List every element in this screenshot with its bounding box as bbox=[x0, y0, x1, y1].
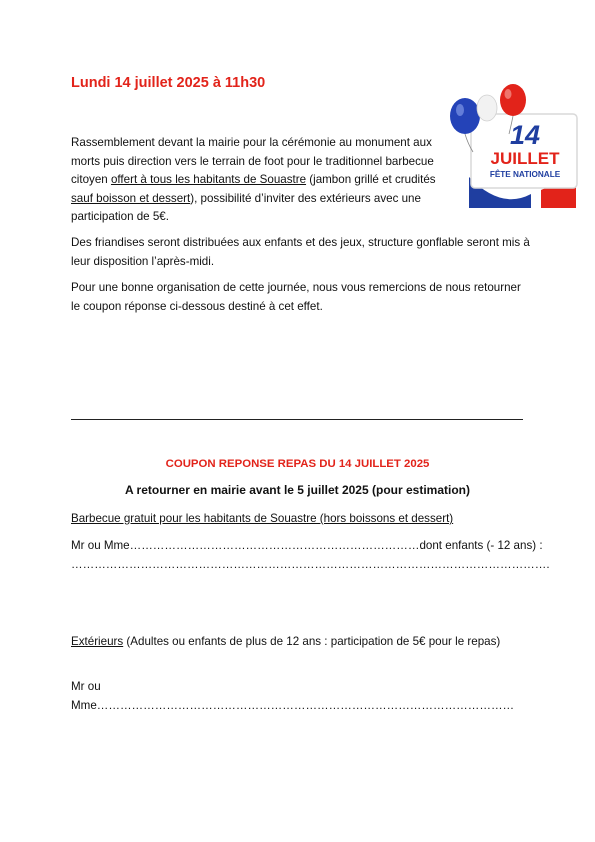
logo-subtitle: FÊTE NATIONALE bbox=[489, 170, 561, 179]
coupon-title: COUPON REPONSE REPAS DU 14 JUILLET 2025 bbox=[165, 458, 430, 470]
return-notice: A retourner en mairie avant le 5 juillet 2025 (pour estimation) bbox=[125, 483, 470, 497]
logo-word: JUILLET bbox=[490, 149, 560, 168]
intro-text: Rassemblement devant la mairie pour la cérémonie au monument aux morts puis direction vers le terrain de foot pour le traditionnel barbecue citoyen bbox=[71, 136, 434, 186]
blue-balloon-icon bbox=[450, 98, 480, 134]
external-name-field[interactable]: Mme……………………………………………………………………………………………… bbox=[71, 699, 515, 712]
intro-text: ), possibilité d’inviter des extérieurs avec une participation de 5€. bbox=[71, 191, 421, 223]
bbq-heading: Barbecue gratuit pour les habitants de Souastre (hors boissons et dessert) bbox=[71, 512, 454, 525]
intro-paragraph-1 bbox=[71, 134, 441, 227]
white-balloon-icon bbox=[477, 95, 497, 121]
intro-underlined-offer: offert à tous les habitants de Souastre bbox=[110, 173, 307, 186]
external-name-label: Mr ou bbox=[71, 680, 101, 693]
event-date-title: Lundi 14 juillet 2025 à 11h30 bbox=[71, 75, 266, 91]
intro-paragraph-2: Des friandises seront distribuées aux enfants et des jeux, structure gonflable seront mis à leur disposition l’après-midi. bbox=[71, 236, 530, 268]
intro-text: (jambon grillé et crudités bbox=[306, 173, 436, 186]
external-heading bbox=[71, 633, 521, 652]
external-details: (Adultes ou enfants de plus de 12 ans : participation de 5€ pour le repas) bbox=[123, 635, 501, 648]
intro-paragraph-3: Pour une bonne organisation de cette journée, nous vous remercions de nous retourner le coupon réponse ci-dessous destiné à cet effet. bbox=[71, 281, 521, 313]
cut-line-divider bbox=[71, 419, 523, 420]
resident-name-field[interactable]: Mr ou Mme…………………………………………………………………dont enfants (- 12 ans) : bbox=[71, 539, 543, 552]
fete-nationale-logo bbox=[441, 82, 579, 208]
resident-children-field[interactable]: ……………………………………………………………………………………………………………. bbox=[71, 558, 550, 571]
red-balloon-icon bbox=[500, 84, 526, 116]
intro-underlined-exclusion: sauf boisson et dessert bbox=[71, 191, 191, 205]
logo-number: 14 bbox=[509, 120, 541, 150]
external-label: Extérieurs bbox=[71, 635, 124, 648]
